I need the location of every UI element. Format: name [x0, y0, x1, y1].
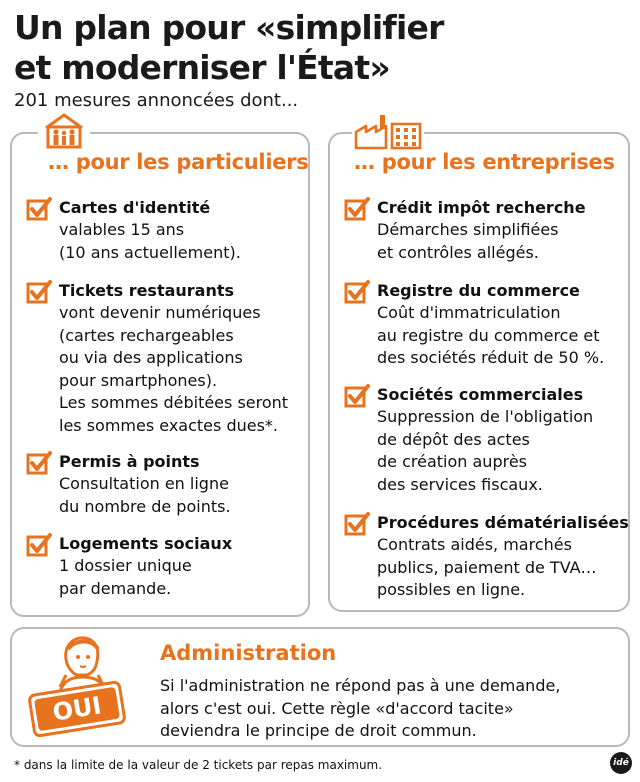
- title-line-2: et moderniser l'État»: [14, 48, 390, 87]
- item-body: vont devenir numériques (cartes rechargeables ou via des applications pour smartphones). Les sommes débitées seront les sommes exactes dues*.: [59, 303, 289, 435]
- item-body: Consultation en ligne du nombre de points.: [59, 474, 231, 516]
- administration-panel: [10, 627, 630, 747]
- item-body: Coût d'immatriculation au registre du commerce et des sociétés réduit de 50 %.: [377, 303, 605, 367]
- item-title: Logements sociaux: [59, 534, 233, 553]
- checkbox-checked-icon: [26, 279, 52, 305]
- item-title: Tickets restaurants: [59, 281, 235, 300]
- footnote: * dans la limite de la valeur de 2 tickets par repas maximum.: [14, 758, 383, 772]
- checkbox-checked-icon: [344, 279, 370, 305]
- title-line-1: Un plan pour «simplifier: [14, 8, 444, 47]
- item-title: Cartes d'identité: [59, 198, 211, 217]
- page-title: [14, 8, 614, 88]
- item-body: valables 15 ans (10 ans actuellement).: [59, 220, 241, 262]
- item-title: Sociétés commerciales: [377, 385, 584, 404]
- item-body: Suppression de l'obligation de dépôt des actes de création auprès des services fiscaux.: [377, 407, 594, 494]
- administration-body: Si l'administration ne répond pas à une demande, alors c'est oui. Cette règle «d'accord tacite» deviendra le principe de droit commun.: [160, 676, 561, 740]
- entreprises-panel: [328, 132, 630, 612]
- checkbox-checked-icon: [344, 196, 370, 222]
- item-body: 1 dossier unique par demande.: [59, 556, 192, 598]
- entreprises-heading: … pour les entreprises: [354, 150, 615, 174]
- item-body: Démarches simplifiées et contrôles allégés.: [377, 220, 559, 262]
- checkbox-checked-icon: [26, 532, 52, 558]
- checkbox-checked-icon: [26, 196, 52, 222]
- item-title: Registre du commerce: [377, 281, 580, 300]
- subtitle: 201 mesures annoncées dont...: [14, 90, 299, 111]
- item-title: Crédit impôt recherche: [377, 198, 586, 217]
- item-title: Procédures dématérialisées: [377, 513, 629, 532]
- stamp-label: OUI: [34, 687, 120, 731]
- ide-logo: idé: [610, 752, 632, 774]
- particuliers-heading: … pour les particuliers: [48, 150, 309, 174]
- checkbox-checked-icon: [26, 450, 52, 476]
- factory-icon: [354, 112, 424, 150]
- family-icon: [42, 112, 86, 150]
- item-title: Permis à points: [59, 452, 200, 471]
- checkbox-checked-icon: [344, 383, 370, 409]
- particuliers-panel: [10, 132, 310, 617]
- administration-heading: Administration: [160, 641, 337, 665]
- checkbox-checked-icon: [344, 511, 370, 537]
- item-body: Contrats aidés, marchés publics, paiement de TVA… possibles en ligne.: [377, 535, 597, 599]
